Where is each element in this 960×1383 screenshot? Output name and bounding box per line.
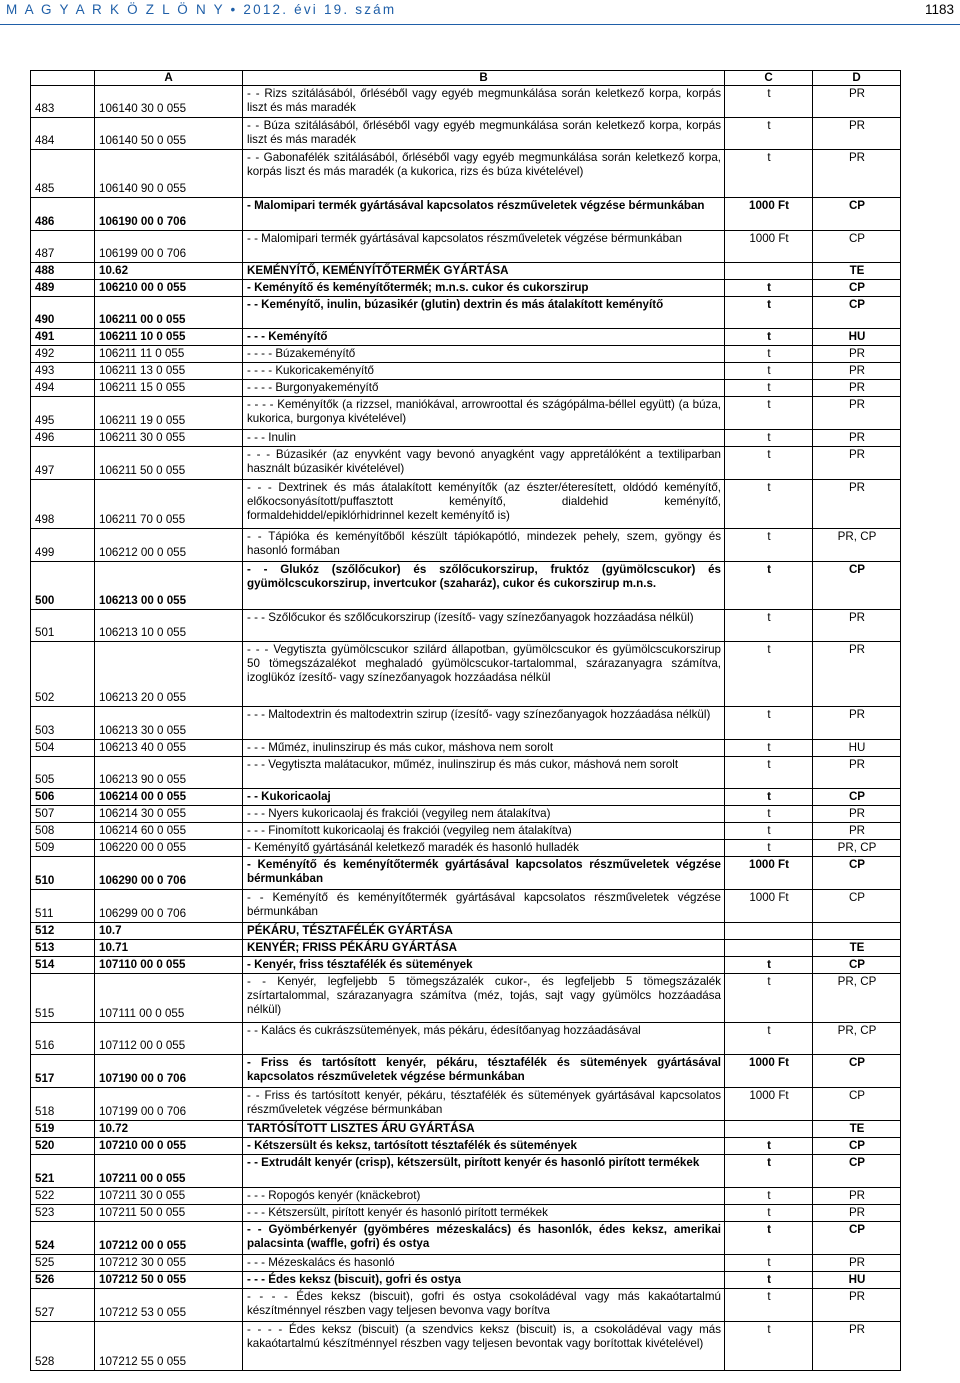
row-number: 488 — [31, 263, 95, 280]
table-row — [31, 263, 901, 280]
code-cell: 106211 50 0 055 — [95, 447, 243, 480]
table-row — [31, 118, 901, 150]
code-cell: 106211 00 0 055 — [95, 297, 243, 329]
description-cell: - - Rizs szitálásából, őrléséből vagy egyéb megmunkálása során keletkező korpa, korpás liszt és más maradék — [243, 86, 725, 118]
code-cell: 107212 55 0 055 — [95, 1322, 243, 1371]
description-cell: - - - Keményítő — [243, 329, 725, 346]
row-number: 501 — [31, 610, 95, 642]
code-cell: 10.72 — [95, 1121, 243, 1138]
type-cell: PR — [813, 397, 901, 430]
unit-cell: t — [725, 280, 813, 297]
code-cell: 106211 13 0 055 — [95, 363, 243, 380]
type-cell: PR — [813, 150, 901, 198]
table-row — [31, 789, 901, 806]
table-row — [31, 447, 901, 480]
unit-cell: t — [725, 363, 813, 380]
description-cell: - - - - Édes keksz (biscuit) (a szendvics keksz (biscuit) is, a csokoládéval vagy más kakaótartalmú készítménnyel részben vagy teljesen bevontak vagy borítottak kivételével) — [243, 1322, 725, 1371]
unit-cell: t — [725, 430, 813, 447]
unit-cell: t — [725, 789, 813, 806]
description-cell: - - - Dextrinek és más átalakított keményítők (az észter/éteresített, oldódó keményítő, előkocsonyásított/puffasztott keményítő, dialdehid keményítő, formaldehiddel/epiklórhidrinnel kezelt keményítő is) — [243, 480, 725, 529]
table-row — [31, 940, 901, 957]
type-cell: CP — [813, 1138, 901, 1155]
type-cell: PR — [813, 1255, 901, 1272]
table-row — [31, 1138, 901, 1155]
row-number: 509 — [31, 840, 95, 857]
product-code-table — [30, 70, 901, 1371]
type-cell: PR, CP — [813, 529, 901, 562]
row-number: 521 — [31, 1155, 95, 1188]
table-row — [31, 1088, 901, 1121]
unit-cell: t — [725, 1272, 813, 1289]
description-cell: - - Tápióka és keményítőből készült tápiókapótló, mindezek pehely, szem, gyöngy és hasonló formában — [243, 529, 725, 562]
unit-cell: t — [725, 480, 813, 529]
table-row — [31, 280, 901, 297]
table-row — [31, 610, 901, 642]
unit-cell: t — [725, 297, 813, 329]
type-cell: CP — [813, 562, 901, 610]
type-cell: PR — [813, 610, 901, 642]
description-cell: - - Friss és tartósított kenyér, pékáru, tésztafélék és sütemények gyártásával kapcsolatos részműveletek végzése bérmunkában — [243, 1088, 725, 1121]
table-row — [31, 397, 901, 430]
code-cell: 107110 00 0 055 — [95, 957, 243, 974]
type-cell: PR — [813, 380, 901, 397]
description-cell: - Friss és tartósított kenyér, pékáru, tésztafélék és sütemények gyártásával kapcsolatos részműveletek végzése bérmunkában — [243, 1055, 725, 1088]
table-row — [31, 1272, 901, 1289]
description-cell: - - - Műméz, inulinszirup és más cukor, máshova nem sorolt — [243, 740, 725, 757]
description-cell: - - - Vegytiszta gyümölcscukor szilárd állapotban, gyümölcscukor és gyümölcscukorszirup 50 tömegszázalékot meghaladó gyümölcscukor-tartalommal, szárazanyagra számítva, izoglükóz ízesítő- vagy színezőanyagok hozzáadása nélkül — [243, 642, 725, 707]
table-row — [31, 1121, 901, 1138]
code-cell: 107199 00 0 706 — [95, 1088, 243, 1121]
description-cell: - - Extrudált kenyér (crisp), kétszersült, pirított kenyér és hasonló pirított termékek — [243, 1155, 725, 1188]
code-cell: 106190 00 0 706 — [95, 198, 243, 231]
type-cell: PR — [813, 346, 901, 363]
unit-cell: 1000 Ft — [725, 1055, 813, 1088]
type-cell: PR — [813, 823, 901, 840]
row-number: 524 — [31, 1222, 95, 1255]
table-row — [31, 957, 901, 974]
description-cell: - - Kalács és cukrászsütemények, más pékáru, édesítőanyag hozzáadásával — [243, 1023, 725, 1055]
description-cell: - - Gabonafélék szitálásából, őrléséből vagy egyéb megmunkálása során keletkező korpa, korpás liszt és más maradék (a kukorica, rizs és búza kivételével) — [243, 150, 725, 198]
unit-cell: t — [725, 86, 813, 118]
row-number: 523 — [31, 1205, 95, 1222]
description-cell: - - Búza szitálásából, őrléséből vagy egyéb megmunkálása során keletkező korpa, korpás liszt és más maradék — [243, 118, 725, 150]
unit-cell: t — [725, 757, 813, 789]
table-row — [31, 1023, 901, 1055]
code-cell: 106213 40 0 055 — [95, 740, 243, 757]
table-row — [31, 923, 901, 940]
description-cell: TARTÓSÍTOTT LISZTES ÁRU GYÁRTÁSA — [243, 1121, 725, 1138]
row-number: 525 — [31, 1255, 95, 1272]
type-cell: PR — [813, 363, 901, 380]
code-cell: 107111 00 0 055 — [95, 974, 243, 1023]
code-cell: 10.62 — [95, 263, 243, 280]
unit-cell: t — [725, 380, 813, 397]
unit-cell: t — [725, 642, 813, 707]
table-row — [31, 840, 901, 857]
code-cell: 10.7 — [95, 923, 243, 940]
type-cell: PR — [813, 642, 901, 707]
description-cell: - - - Búzasikér (az enyvként vagy bevonó anyagként vagy appretálóként a textiliparban használt búzasikér kivételével) — [243, 447, 725, 480]
description-cell: KEMÉNYÍTŐ, KEMÉNYÍTŐTERMÉK GYÁRTÁSA — [243, 263, 725, 280]
code-cell: 106211 30 0 055 — [95, 430, 243, 447]
type-cell: PR, CP — [813, 1023, 901, 1055]
row-number: 526 — [31, 1272, 95, 1289]
unit-cell: t — [725, 118, 813, 150]
unit-cell: t — [725, 1322, 813, 1371]
unit-cell — [725, 940, 813, 957]
code-cell: 106214 00 0 055 — [95, 789, 243, 806]
unit-cell: t — [725, 1222, 813, 1255]
unit-cell: t — [725, 974, 813, 1023]
column-header-d: D — [813, 71, 901, 86]
unit-cell: t — [725, 397, 813, 430]
code-cell: 106213 00 0 055 — [95, 562, 243, 610]
code-cell: 106140 90 0 055 — [95, 150, 243, 198]
code-cell: 107212 30 0 055 — [95, 1255, 243, 1272]
row-number: 485 — [31, 150, 95, 198]
code-cell: 106213 90 0 055 — [95, 757, 243, 789]
type-cell: CP — [813, 857, 901, 890]
description-cell: - - - Maltodextrin és maltodextrin szirup (ízesítő- vagy színezőanyagok hozzáadása nélkül) — [243, 707, 725, 740]
description-cell: - - - Ropogós kenyér (knäckebrot) — [243, 1188, 725, 1205]
description-cell: - - Kenyér, legfeljebb 5 tömegszázalék cukor-, és legfeljebb 5 tömegszázalék zsírtartalommal, szárazanyagra számítva (méz, tojás, sajt vagy gyümölcs hozzáadása nélkül) — [243, 974, 725, 1023]
description-cell: - - - - Búzakeményítő — [243, 346, 725, 363]
code-cell: 106213 20 0 055 — [95, 642, 243, 707]
unit-cell: 1000 Ft — [725, 198, 813, 231]
description-cell: - - - - Keményítők (a rizzsel, maniókával, arrowroottal és szágópálma-béllel együtt) (a búza, kukorica, burgonya kivételével) — [243, 397, 725, 430]
row-number: 515 — [31, 974, 95, 1023]
type-cell: PR — [813, 757, 901, 789]
row-number: 514 — [31, 957, 95, 974]
description-cell: - - - Inulin — [243, 430, 725, 447]
row-number: 491 — [31, 329, 95, 346]
description-cell: - - - Finomított kukoricaolaj és frakciói (vegyileg nem átalakítva) — [243, 823, 725, 840]
table-row — [31, 857, 901, 890]
row-number: 500 — [31, 562, 95, 610]
table-row — [31, 480, 901, 529]
unit-cell: 1000 Ft — [725, 890, 813, 923]
row-number: 492 — [31, 346, 95, 363]
row-number: 520 — [31, 1138, 95, 1155]
unit-cell: t — [725, 823, 813, 840]
code-cell: 107212 53 0 055 — [95, 1289, 243, 1322]
code-cell: 106210 00 0 055 — [95, 280, 243, 297]
code-cell: 107190 00 0 706 — [95, 1055, 243, 1088]
table-row — [31, 823, 901, 840]
unit-cell — [725, 263, 813, 280]
description-cell: - - - Vegytiszta malátacukor, műméz, inulinszirup és más cukor, máshová nem sorolt — [243, 757, 725, 789]
code-cell: 106214 60 0 055 — [95, 823, 243, 840]
row-number: 486 — [31, 198, 95, 231]
unit-cell: t — [725, 447, 813, 480]
row-number: 502 — [31, 642, 95, 707]
description-cell: - - - Szőlőcukor és szőlőcukorszirup (ízesítő- vagy színezőanyagok hozzáadása nélkül) — [243, 610, 725, 642]
unit-cell: t — [725, 840, 813, 857]
description-cell: - - - - Édes keksz (biscuit), gofri és ostya csokoládéval vagy más kakaótartalmú készítménnyel részben vagy teljesen bevonva vagy borítva — [243, 1289, 725, 1322]
table-row — [31, 1188, 901, 1205]
type-cell: CP — [813, 1222, 901, 1255]
column-header-c: C — [725, 71, 813, 86]
type-cell: CP — [813, 280, 901, 297]
row-number: 483 — [31, 86, 95, 118]
type-cell: TE — [813, 1121, 901, 1138]
unit-cell: t — [725, 562, 813, 610]
type-cell — [813, 923, 901, 940]
row-number: 511 — [31, 890, 95, 923]
description-cell: - - - Édes keksz (biscuit), gofri és ostya — [243, 1272, 725, 1289]
row-number: 510 — [31, 857, 95, 890]
code-cell: 106211 11 0 055 — [95, 346, 243, 363]
table-row — [31, 1205, 901, 1222]
row-number: 484 — [31, 118, 95, 150]
code-cell: 107112 00 0 055 — [95, 1023, 243, 1055]
code-cell: 106140 50 0 055 — [95, 118, 243, 150]
code-cell: 106290 00 0 706 — [95, 857, 243, 890]
type-cell: CP — [813, 297, 901, 329]
unit-cell: t — [725, 1155, 813, 1188]
description-cell: - Keményítő és keményítőtermék gyártásával kapcsolatos részműveletek végzése bérmunkában — [243, 857, 725, 890]
table-row — [31, 198, 901, 231]
code-cell: 107212 50 0 055 — [95, 1272, 243, 1289]
row-number: 505 — [31, 757, 95, 789]
description-cell: - - Glukóz (szőlőcukor) és szőlőcukorszirup, fruktóz (gyümölcscukor) és gyümölcscukorszirup, invertcukor (szaharáz), cukor és cukorszirup m.n.s. — [243, 562, 725, 610]
unit-cell: t — [725, 1205, 813, 1222]
description-cell: - - Malomipari termék gyártásával kapcsolatos részműveletek végzése bérmunkában — [243, 231, 725, 263]
description-cell: - - Keményítő, inulin, búzasikér (glutin) dextrin és más átalakított keményítő — [243, 297, 725, 329]
code-cell: 107211 50 0 055 — [95, 1205, 243, 1222]
row-number: 512 — [31, 923, 95, 940]
description-cell: PÉKÁRU, TÉSZTAFÉLÉK GYÁRTÁSA — [243, 923, 725, 940]
table-row — [31, 297, 901, 329]
table-row — [31, 890, 901, 923]
table-row — [31, 1255, 901, 1272]
description-cell: - - Kukoricaolaj — [243, 789, 725, 806]
row-number: 503 — [31, 707, 95, 740]
row-number: 495 — [31, 397, 95, 430]
row-number: 517 — [31, 1055, 95, 1088]
type-cell: PR — [813, 447, 901, 480]
type-cell: HU — [813, 740, 901, 757]
description-cell: - Malomipari termék gyártásával kapcsolatos részműveletek végzése bérmunkában — [243, 198, 725, 231]
row-number: 508 — [31, 823, 95, 840]
unit-cell: t — [725, 329, 813, 346]
unit-cell: t — [725, 740, 813, 757]
table-row — [31, 86, 901, 118]
code-cell: 106299 00 0 706 — [95, 890, 243, 923]
code-cell: 106213 10 0 055 — [95, 610, 243, 642]
type-cell: PR — [813, 118, 901, 150]
table-row — [31, 1289, 901, 1322]
table-row — [31, 1322, 901, 1371]
unit-cell — [725, 923, 813, 940]
type-cell: PR — [813, 480, 901, 529]
description-cell: KENYÉR; FRISS PÉKÁRU GYÁRTÁSA — [243, 940, 725, 957]
type-cell: PR — [813, 1322, 901, 1371]
unit-cell: 1000 Ft — [725, 231, 813, 263]
row-number: 494 — [31, 380, 95, 397]
unit-cell: t — [725, 806, 813, 823]
table-row — [31, 363, 901, 380]
unit-cell: t — [725, 346, 813, 363]
unit-cell: t — [725, 1188, 813, 1205]
description-cell: - Keményítő gyártásánál keletkező maradék és hasonló hulladék — [243, 840, 725, 857]
type-cell: CP — [813, 1155, 901, 1188]
row-number: 522 — [31, 1188, 95, 1205]
type-cell: CP — [813, 231, 901, 263]
table-row — [31, 642, 901, 707]
type-cell: CP — [813, 1088, 901, 1121]
unit-cell: t — [725, 529, 813, 562]
type-cell: HU — [813, 329, 901, 346]
row-number: 496 — [31, 430, 95, 447]
table-row — [31, 1155, 901, 1188]
code-cell: 106213 30 0 055 — [95, 707, 243, 740]
row-number: 519 — [31, 1121, 95, 1138]
unit-cell: t — [725, 610, 813, 642]
type-cell: PR — [813, 1289, 901, 1322]
description-cell: - - Gyömbérkenyér (gyömbéres mézeskalács) és hasonlók, édes keksz, amerikai palacsinta (waffle, gofri) és ostya — [243, 1222, 725, 1255]
type-cell: PR — [813, 1205, 901, 1222]
code-cell: 106211 10 0 055 — [95, 329, 243, 346]
description-cell: - Kétszersült és keksz, tartósított tésztafélék és sütemények — [243, 1138, 725, 1155]
type-cell: CP — [813, 198, 901, 231]
column-header-a: A — [95, 71, 243, 86]
row-number: 497 — [31, 447, 95, 480]
description-cell: - - Keményítő és keményítőtermék gyártásával kapcsolatos részműveletek végzése bérmunkában — [243, 890, 725, 923]
unit-cell: 1000 Ft — [725, 857, 813, 890]
row-number: 518 — [31, 1088, 95, 1121]
table-row — [31, 707, 901, 740]
row-number: 528 — [31, 1322, 95, 1371]
code-cell: 10.71 — [95, 940, 243, 957]
table-row — [31, 380, 901, 397]
description-cell: - - - Mézeskalács és hasonló — [243, 1255, 725, 1272]
unit-cell: t — [725, 957, 813, 974]
journal-title: M A G Y A R K Ö Z L Ö N Y • 2012. évi 19. szám — [6, 2, 397, 17]
type-cell: CP — [813, 1055, 901, 1088]
unit-cell: t — [725, 1255, 813, 1272]
table-row — [31, 150, 901, 198]
code-cell: 106199 00 0 706 — [95, 231, 243, 263]
type-cell: PR, CP — [813, 974, 901, 1023]
type-cell: PR — [813, 707, 901, 740]
description-cell: - Keményítő és keményítőtermék; m.n.s. cukor és cukorszirup — [243, 280, 725, 297]
code-cell: 106211 15 0 055 — [95, 380, 243, 397]
type-cell: PR, CP — [813, 840, 901, 857]
row-number-header — [31, 71, 95, 86]
table-row — [31, 974, 901, 1023]
unit-cell — [725, 1121, 813, 1138]
code-cell: 107212 00 0 055 — [95, 1222, 243, 1255]
type-cell: CP — [813, 890, 901, 923]
row-number: 504 — [31, 740, 95, 757]
table-row — [31, 740, 901, 757]
type-cell: PR — [813, 1188, 901, 1205]
type-cell: PR — [813, 806, 901, 823]
table-row — [31, 562, 901, 610]
type-cell: HU — [813, 1272, 901, 1289]
table-row — [31, 430, 901, 447]
table-row — [31, 806, 901, 823]
table-row — [31, 529, 901, 562]
type-cell: TE — [813, 940, 901, 957]
row-number: 506 — [31, 789, 95, 806]
type-cell: PR — [813, 86, 901, 118]
row-number: 527 — [31, 1289, 95, 1322]
table-row — [31, 1055, 901, 1088]
header-rule — [0, 24, 960, 25]
table-body — [31, 86, 901, 1371]
table-row — [31, 231, 901, 263]
unit-cell: t — [725, 1289, 813, 1322]
table-row — [31, 1222, 901, 1255]
type-cell: CP — [813, 789, 901, 806]
description-cell: - Kenyér, friss tésztafélék és sütemények — [243, 957, 725, 974]
row-number: 489 — [31, 280, 95, 297]
table-row — [31, 757, 901, 789]
unit-cell: t — [725, 150, 813, 198]
row-number: 513 — [31, 940, 95, 957]
table-row — [31, 346, 901, 363]
code-cell: 106211 70 0 055 — [95, 480, 243, 529]
description-cell: - - - - Burgonyakeményítő — [243, 380, 725, 397]
page-number: 1183 — [924, 2, 954, 17]
row-number: 498 — [31, 480, 95, 529]
table-row — [31, 329, 901, 346]
unit-cell: t — [725, 707, 813, 740]
unit-cell: t — [725, 1138, 813, 1155]
code-cell: 106140 30 0 055 — [95, 86, 243, 118]
code-cell: 106220 00 0 055 — [95, 840, 243, 857]
row-number: 499 — [31, 529, 95, 562]
code-cell: 107211 00 0 055 — [95, 1155, 243, 1188]
description-cell: - - - - Kukoricakeményítő — [243, 363, 725, 380]
description-cell: - - - Nyers kukoricaolaj és frakciói (vegyileg nem átalakítva) — [243, 806, 725, 823]
row-number: 490 — [31, 297, 95, 329]
column-header-b: B — [243, 71, 725, 86]
code-cell: 106214 30 0 055 — [95, 806, 243, 823]
row-number: 516 — [31, 1023, 95, 1055]
unit-cell: t — [725, 1023, 813, 1055]
code-cell: 107210 00 0 055 — [95, 1138, 243, 1155]
page-header — [0, 0, 960, 24]
code-cell: 106212 00 0 055 — [95, 529, 243, 562]
type-cell: CP — [813, 957, 901, 974]
description-cell: - - - Kétszersült, pirított kenyér és hasonló pirított termékek — [243, 1205, 725, 1222]
row-number: 507 — [31, 806, 95, 823]
unit-cell: 1000 Ft — [725, 1088, 813, 1121]
code-cell: 106211 19 0 055 — [95, 397, 243, 430]
type-cell: TE — [813, 263, 901, 280]
type-cell: PR — [813, 430, 901, 447]
code-cell: 107211 30 0 055 — [95, 1188, 243, 1205]
row-number: 487 — [31, 231, 95, 263]
row-number: 493 — [31, 363, 95, 380]
table-header-row — [31, 71, 901, 86]
